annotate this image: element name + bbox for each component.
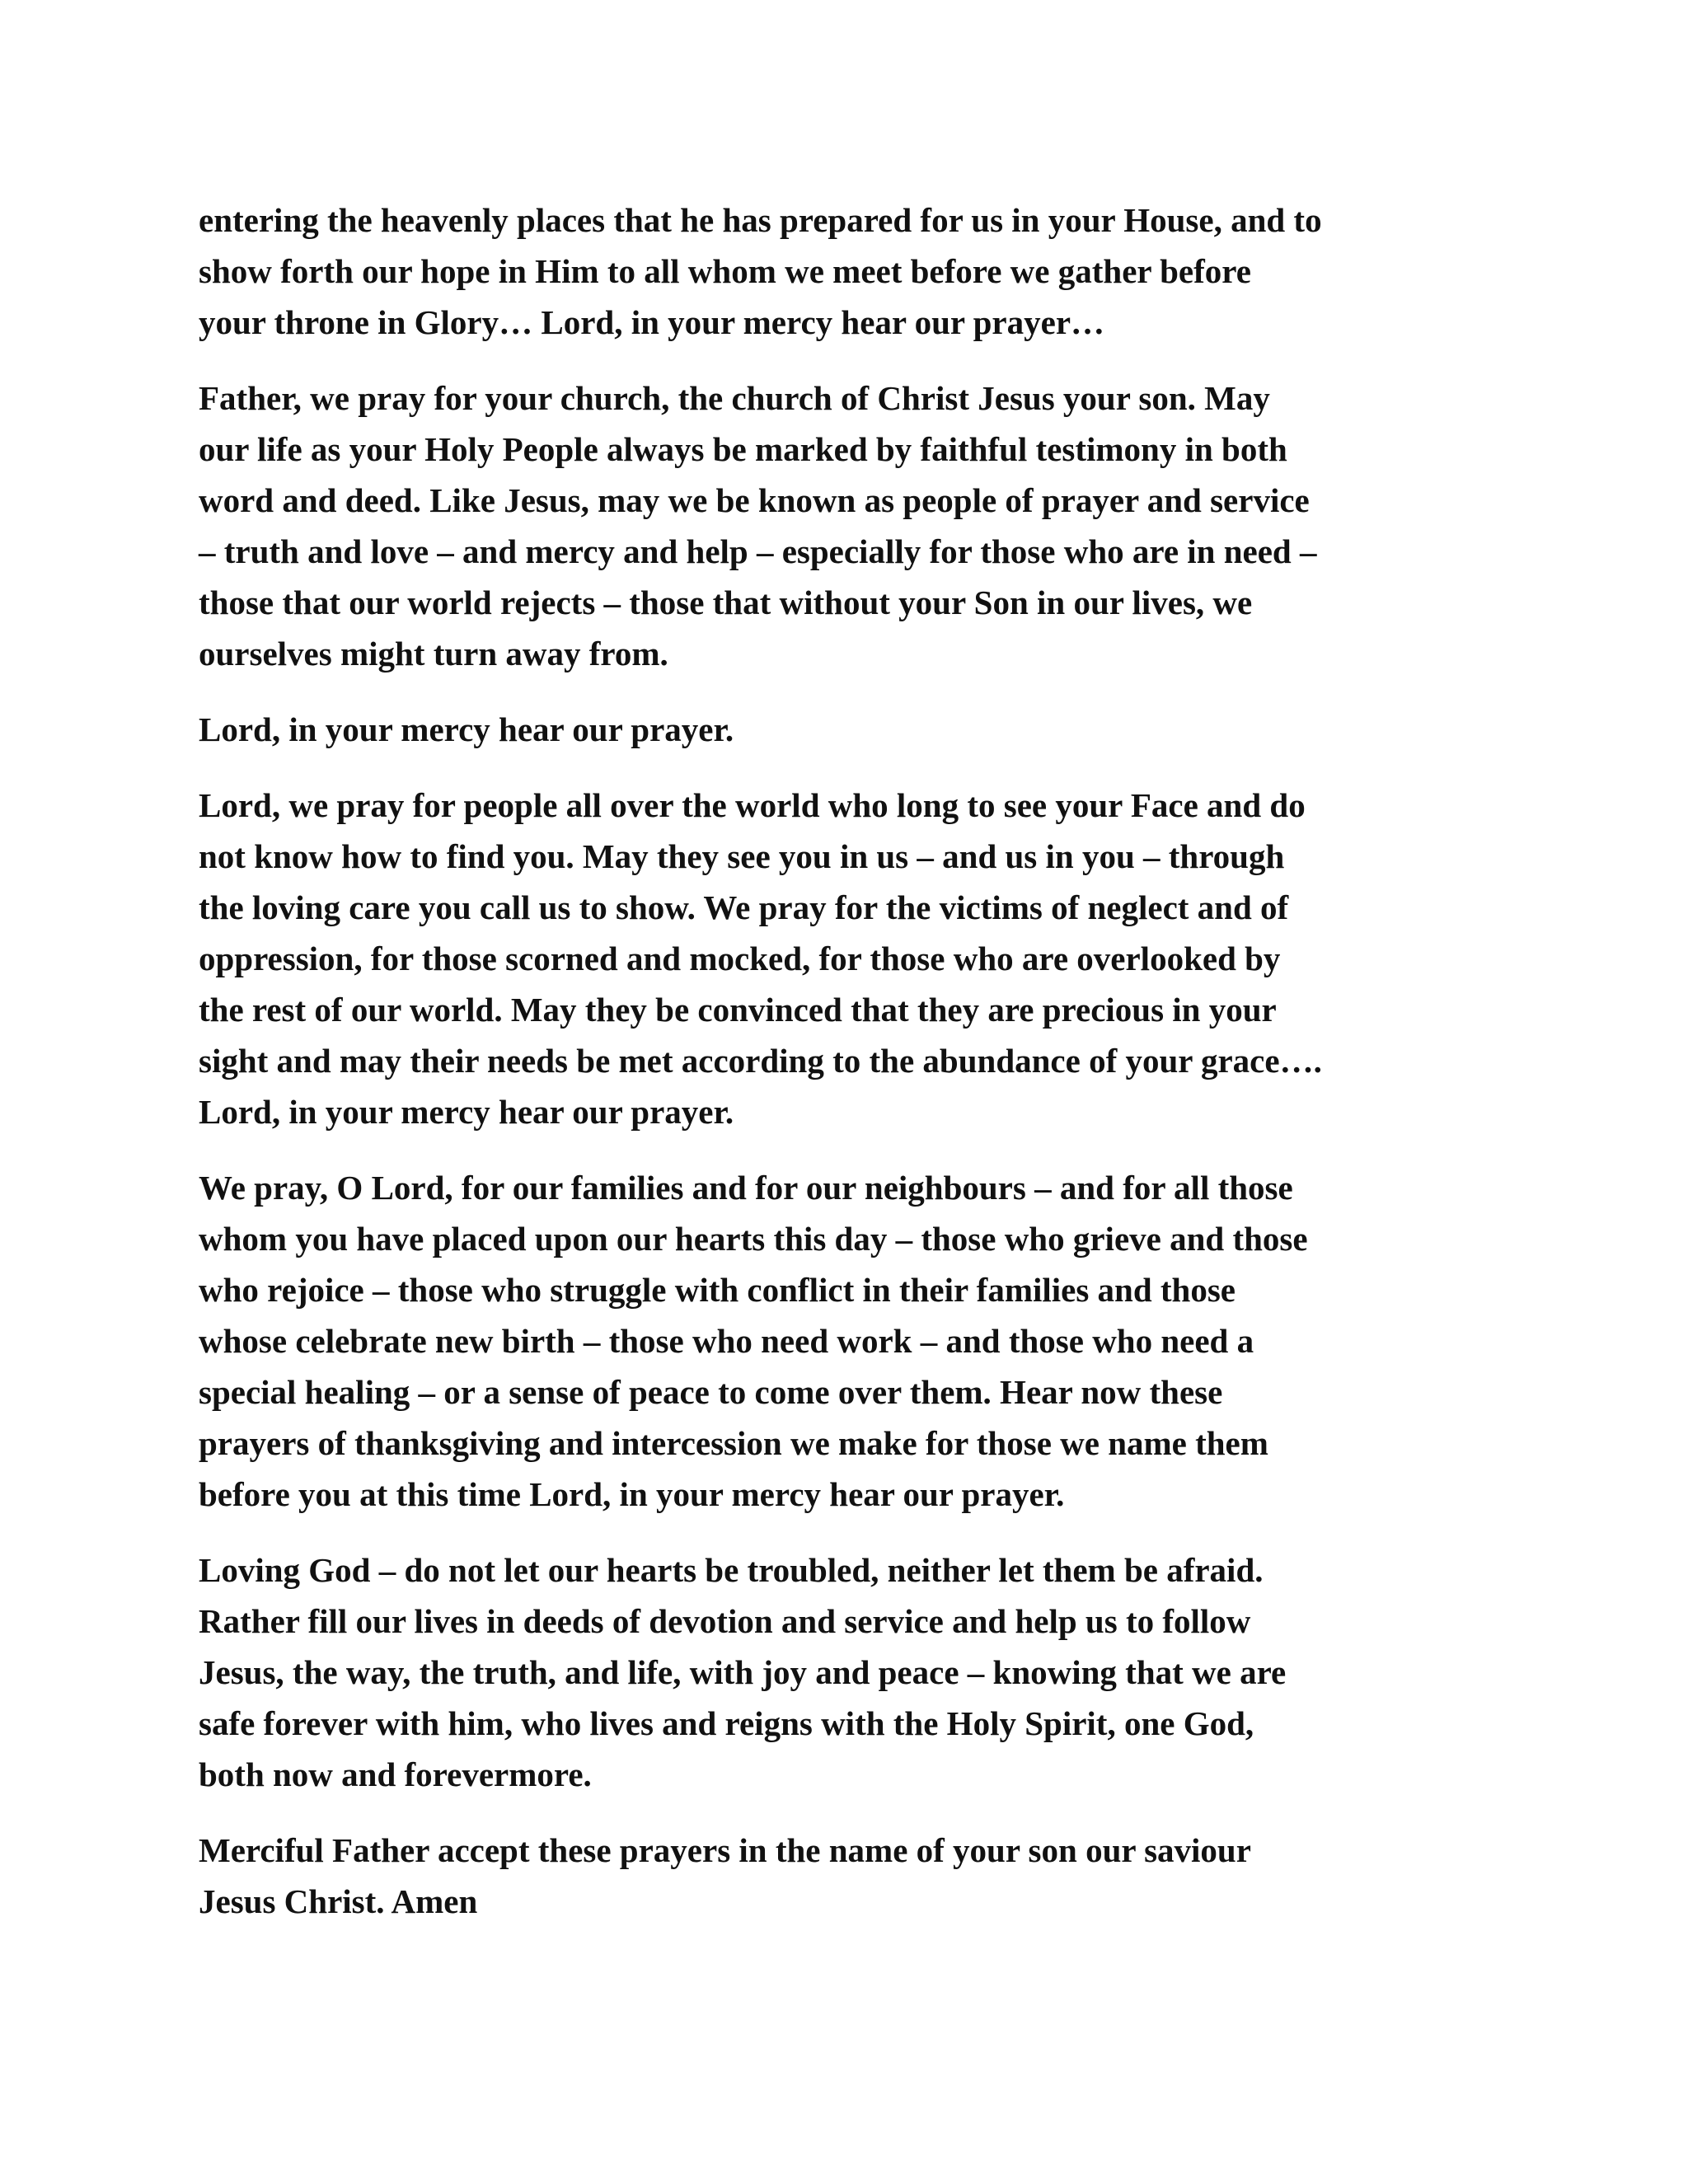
text-line: Rather fill our lives in deeds of devotion and service and help us to follow [199,1602,1251,1640]
text-line: Father, we pray for your church, the church of Christ Jesus your son. May [199,379,1270,417]
paragraph-opening-continuation [199,194,1517,348]
text-line: whom you have placed upon our hearts this day – those who grieve and those [199,1220,1308,1258]
paragraph-prayer-for-church [199,373,1517,679]
paragraph-prayer-for-world [199,780,1517,1137]
text-line: whose celebrate new birth – those who need work – and those who need a [199,1322,1254,1360]
text-line: Lord, in your mercy hear our prayer. [199,1093,734,1131]
text-line: both now and forevermore. [199,1755,592,1793]
text-line: prayers of thanksgiving and intercession we make for those we name them [199,1424,1268,1462]
text-line: the loving care you call us to show. We pray for the victims of neglect and of [199,888,1289,926]
text-line: Jesus, the way, the truth, and life, with joy and peace – knowing that we are [199,1653,1287,1691]
text-line: ourselves might turn away from. [199,635,668,673]
text-line: oppression, for those scorned and mocked, for those who are overlooked by [199,940,1281,977]
text-line: Lord, in your mercy hear our prayer. [199,710,734,748]
document-body [199,194,1517,1952]
text-line: special healing – or a sense of peace to come over them. Hear now these [199,1373,1223,1411]
paragraph-prayer-for-families [199,1162,1517,1520]
text-line: not know how to find you. May they see you in us – and us in you – through [199,837,1285,875]
text-line: those that our world rejects – those that without your Son in our lives, we [199,583,1253,621]
text-line: show forth our hope in Him to all whom we meet before we gather before [199,252,1251,290]
text-line: sight and may their needs be met according to the abundance of your grace…. [199,1042,1322,1080]
text-line: We pray, O Lord, for our families and for our neighbours – and for all those [199,1169,1293,1207]
paragraph-closing [199,1825,1517,1927]
text-line: – truth and love – and mercy and help – especially for those who are in need – [199,532,1317,570]
paragraph-loving-god [199,1544,1517,1800]
text-line: Jesus Christ. Amen [199,1882,478,1920]
text-line: your throne in Glory… Lord, in your mercy hear our prayer… [199,303,1105,341]
text-line: entering the heavenly places that he has prepared for us in your House, and to [199,201,1322,239]
text-line: Merciful Father accept these prayers in the name of your son our saviour [199,1831,1251,1869]
text-line: Lord, we pray for people all over the world who long to see your Face and do [199,786,1306,824]
text-line: who rejoice – those who struggle with conflict in their families and those [199,1271,1236,1309]
text-line: word and deed. Like Jesus, may we be known as people of prayer and service [199,481,1310,519]
text-line: before you at this time Lord, in your mercy hear our prayer. [199,1475,1065,1513]
text-line: safe forever with him, who lives and reigns with the Holy Spirit, one God, [199,1704,1254,1742]
paragraph-response [199,704,1517,755]
text-line: the rest of our world. May they be convinced that they are precious in your [199,991,1277,1029]
text-line: our life as your Holy People always be marked by faithful testimony in both [199,430,1287,468]
text-line: Loving God – do not let our hearts be troubled, neither let them be afraid. [199,1551,1264,1589]
